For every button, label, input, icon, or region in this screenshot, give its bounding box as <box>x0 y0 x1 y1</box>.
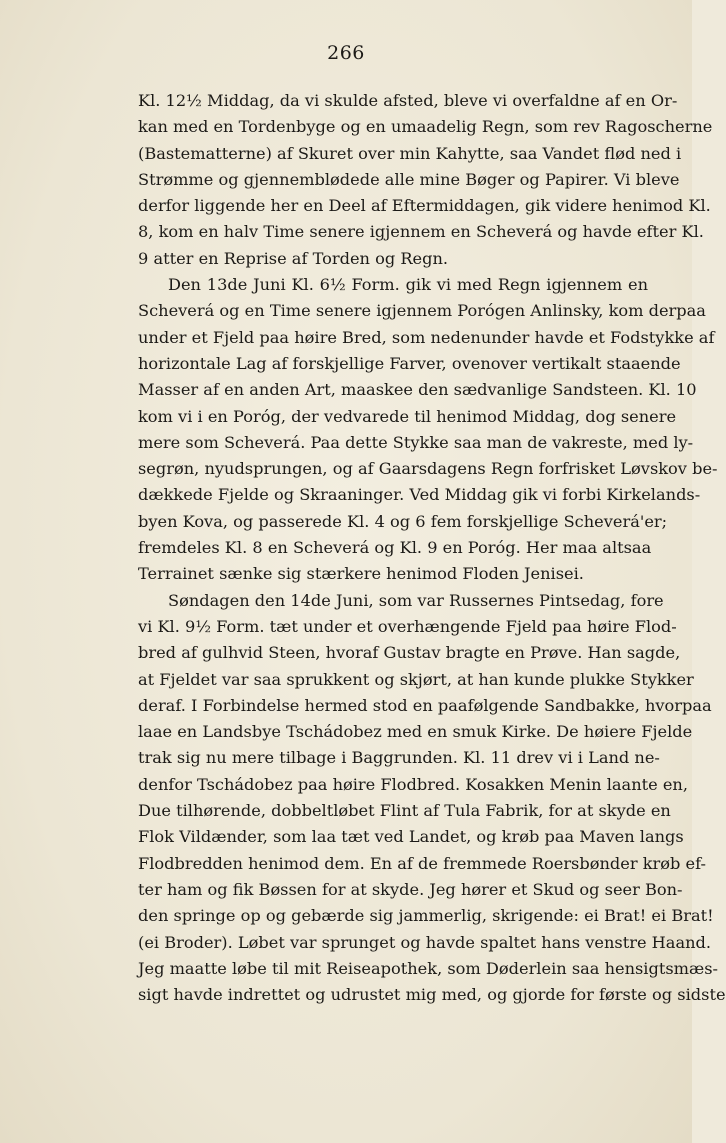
paragraph <box>138 88 713 272</box>
paragraph <box>138 588 726 1009</box>
text-line: ter ham og fik Bøssen for at skyde. Jeg hører et Skud og seer Bon- <box>138 879 683 899</box>
text-line: derfor liggende her en Deel af Eftermiddagen, gik videre henimod Kl. <box>138 196 711 216</box>
text-line: Due tilhørende, dobbeltløbet Flint af Tula Fabrik, for at skyde en <box>138 801 671 821</box>
text-line: Søndagen den 14de Juni, som var Russernes Pintsedag, fore <box>168 590 664 610</box>
text-line: (ei Broder). Løbet var sprunget og havde spaltet hans venstre Haand. <box>138 932 712 952</box>
text-line: den springe op og gebærde sig jammerlig, skrigende: ei Brat! ei Brat! <box>138 906 714 926</box>
text-line: Terrainet sænke sig stærkere henimod Floden Jenisei. <box>138 564 584 584</box>
text-line: Kl. 12½ Middag, da vi skulde afsted, bleve vi overfaldne af en Or- <box>138 91 678 110</box>
text-line: bred af gulhvid Steen, hvoraf Gustav bragte en Prøve. Han sagde, <box>138 643 681 663</box>
text-line: 9 atter en Reprise af Torden og Regn. <box>138 248 449 268</box>
text-line: fremdeles Kl. 8 en Scheverá og Kl. 9 en Poróg. Her maa altsaa <box>138 538 652 558</box>
text-line: Flok Vildænder, som laa tæt ved Landet, og krøb paa Maven langs <box>138 827 684 847</box>
text-line: at Fjeldet var saa sprukkent og skjørt, at han kunde plukke Stykker <box>138 669 694 689</box>
text-line: dækkede Fjelde og Skraaninger. Ved Middag gik vi forbi Kirkelands- <box>138 485 701 505</box>
text-line: Flodbredden henimod dem. En af de fremmede Roersbønder krøb ef- <box>138 853 706 873</box>
text-line: horizontale Lag af forskjellige Farver, ovenover vertikalt staaende <box>138 353 681 373</box>
body-text <box>138 88 726 1008</box>
text-line: kan med en Tordenbyge og en umaadelig Regn, som rev Ragoscherne <box>138 117 713 137</box>
text-line: under et Fjeld paa høire Bred, som nedenunder havde et Fodstykke af <box>138 327 715 347</box>
text-line: laae en Landsbye Tschádobez med en smuk Kirke. De høiere Fjelde <box>138 722 693 742</box>
text-line: trak sig nu mere tilbage i Baggrunden. Kl. 11 drev vi i Land ne- <box>138 748 660 768</box>
text-line: deraf. I Forbindelse hermed stod en paafølgende Sandbakke, hvorpaa <box>138 695 712 715</box>
text-line: Strømme og gjennemblødede alle mine Bøger og Papirer. Vi bleve <box>138 169 680 189</box>
text-line: vi Kl. 9½ Form. tæt under et overhængende Fjeld paa høire Flod- <box>138 616 677 636</box>
text-line: mere som Scheverá. Paa dette Stykke saa man de vakreste, med ly- <box>138 432 694 452</box>
page-number: 266 <box>327 42 365 64</box>
paragraph <box>138 272 718 588</box>
text-line: (Bastematterne) af Skuret over min Kahytte, saa Vandet flød ned i <box>138 143 682 163</box>
text-line: Masser af en anden Art, maaskee den sædvanlige Sandsteen. Kl. 10 <box>138 380 697 400</box>
text-line: 8, kom en halv Time senere igjennem en Scheverá og havde efter Kl. <box>138 222 704 242</box>
text-line: Scheverá og en Time senere igjennem Porógen Anlinsky, kom derpaa <box>138 301 706 321</box>
text-line: sigt havde indrettet og udrustet mig med, og gjorde for første og sidste <box>138 985 726 1005</box>
text-line: kom vi i en Poróg, der vedvarede til henimod Middag, dog senere <box>138 406 677 426</box>
text-line: Den 13de Juni Kl. 6½ Form. gik vi med Regn igjennem en <box>168 275 648 295</box>
text-line: byen Kova, og passerede Kl. 4 og 6 fem forskjellige Scheverá'er; <box>138 511 668 531</box>
text-line: Jeg maatte løbe til mit Reiseapothek, som Døderlein saa hensigtsmæs- <box>138 958 718 978</box>
text-line: denfor Tschádobez paa høire Flodbred. Kosakken Menin laante en, <box>138 774 688 794</box>
text-line: segrøn, nyudsprungen, og af Gaarsdagens Regn forfrisket Løvskov be- <box>138 459 718 479</box>
